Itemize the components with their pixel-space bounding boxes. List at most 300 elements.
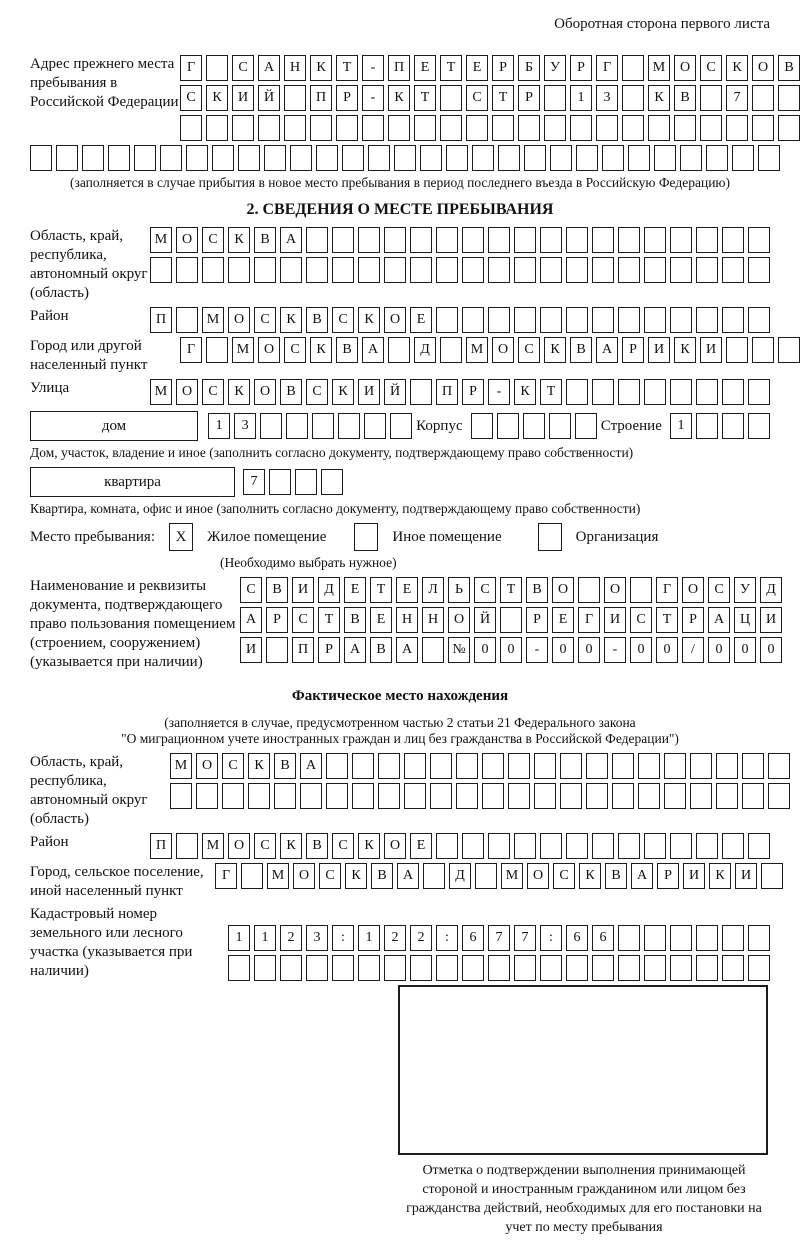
char-box: Е — [414, 55, 436, 81]
char-box: П — [150, 833, 172, 859]
document-row-2 — [240, 607, 782, 633]
char-box — [758, 145, 780, 171]
char-box — [284, 115, 306, 141]
section2-region-row-2 — [150, 257, 770, 283]
char-box — [748, 413, 770, 439]
char-box — [748, 925, 770, 951]
char-box: О — [176, 227, 198, 253]
char-box — [612, 783, 634, 809]
char-box — [295, 469, 317, 495]
char-box: В — [306, 307, 328, 333]
prev-address-note: (заполняется в случае прибытия в новое место пребывания в период последнего въезда в Российскую Федерацию) — [69, 175, 731, 190]
char-box — [618, 833, 640, 859]
char-box: Й — [384, 379, 406, 405]
char-box — [206, 337, 228, 363]
char-box: В — [266, 577, 288, 603]
char-box: 0 — [630, 637, 652, 663]
char-box — [570, 115, 592, 141]
char-box — [544, 85, 566, 111]
char-box: 0 — [760, 637, 782, 663]
char-box — [384, 955, 406, 981]
char-box — [674, 115, 696, 141]
char-box: К — [726, 55, 748, 81]
char-box: : — [436, 925, 458, 951]
actual-region-label: Область, край, республика, автономный округ (область) — [30, 754, 148, 827]
char-box — [722, 379, 744, 405]
char-box — [306, 227, 328, 253]
char-box — [566, 379, 588, 405]
char-box — [180, 115, 202, 141]
char-box — [592, 379, 614, 405]
section2-region-row-1 — [150, 227, 770, 253]
char-box: Н — [396, 607, 418, 633]
char-box — [534, 783, 556, 809]
char-box: С — [708, 577, 730, 603]
char-box: М — [150, 227, 172, 253]
char-box — [475, 863, 497, 889]
char-box: Н — [284, 55, 306, 81]
char-box — [722, 925, 744, 951]
char-box: 3 — [306, 925, 328, 951]
stamp-note: Отметка о подтверждении выполнения принимающей стороной и иностранным гражданином или лицом без гражданства действий, необходимых для его постановки на учет по месту пребывания — [406, 1163, 762, 1235]
char-box: Г — [596, 55, 618, 81]
char-box — [722, 227, 744, 253]
char-box — [488, 955, 510, 981]
char-box — [618, 227, 640, 253]
char-box — [462, 227, 484, 253]
char-box: 3 — [234, 413, 256, 439]
char-box — [654, 145, 676, 171]
char-box — [696, 227, 718, 253]
char-box — [500, 607, 522, 633]
char-box — [670, 307, 692, 333]
char-box: А — [362, 337, 384, 363]
char-box: О — [228, 307, 250, 333]
char-box — [176, 257, 198, 283]
char-box — [186, 145, 208, 171]
actual-city-label: Город, сельское поселение, иной населенный пункт — [30, 864, 204, 899]
stamp-area — [398, 985, 770, 1237]
char-box — [312, 413, 334, 439]
house-note: Дом, участок, владение и иное (заполнить согласно документу, подтверждающему право собственности) — [30, 445, 634, 460]
char-box: У — [544, 55, 566, 81]
char-box: 0 — [656, 637, 678, 663]
char-box — [768, 783, 790, 809]
section2-region-label: Область, край, республика, автономный округ (область) — [30, 228, 148, 301]
char-box — [332, 227, 354, 253]
char-box: О — [384, 833, 406, 859]
char-box: М — [501, 863, 523, 889]
char-box — [566, 833, 588, 859]
stay-option-other-label: Иное помещение — [392, 528, 502, 545]
char-box — [752, 337, 774, 363]
char-box: М — [232, 337, 254, 363]
char-box — [492, 115, 514, 141]
char-box: Д — [760, 577, 782, 603]
char-box — [241, 863, 263, 889]
char-box — [696, 379, 718, 405]
char-box: П — [310, 85, 332, 111]
char-box: В — [605, 863, 627, 889]
char-box — [752, 85, 774, 111]
char-box — [618, 955, 640, 981]
document-label: Наименование и реквизиты документа, подтверждающего право пользования помещением (строением, сооружением) (указывается при наличии) — [30, 578, 236, 670]
char-box — [264, 145, 286, 171]
char-box — [549, 413, 571, 439]
char-box — [618, 925, 640, 951]
cadastre-label: Кадастровый номер земельного или лесного участка (указывается при наличии) — [30, 906, 193, 979]
char-box: К — [674, 337, 696, 363]
char-box: Е — [370, 607, 392, 633]
char-box — [742, 783, 764, 809]
char-box: 6 — [566, 925, 588, 951]
char-box — [352, 753, 374, 779]
char-box — [716, 753, 738, 779]
section2-district-row — [30, 307, 770, 333]
char-box — [206, 55, 228, 81]
char-box — [254, 955, 276, 981]
char-box: - — [604, 637, 626, 663]
char-box: 1 — [358, 925, 380, 951]
char-box — [358, 257, 380, 283]
char-box — [618, 307, 640, 333]
section2-city-cells — [180, 337, 800, 363]
char-box — [410, 227, 432, 253]
char-box: М — [648, 55, 670, 81]
char-box — [228, 257, 250, 283]
char-box: Т — [440, 55, 462, 81]
char-box: В — [306, 833, 328, 859]
char-box — [436, 307, 458, 333]
char-box: Е — [410, 833, 432, 859]
char-box: Р — [657, 863, 679, 889]
char-box: 1 — [228, 925, 250, 951]
stroenie-label: Строение — [600, 418, 662, 434]
stay-checkbox-other[interactable] — [354, 523, 378, 551]
char-box — [523, 413, 545, 439]
char-box: 0 — [734, 637, 756, 663]
char-box — [586, 783, 608, 809]
char-box: В — [370, 637, 392, 663]
char-box — [514, 307, 536, 333]
cadastre-block — [30, 905, 770, 981]
char-box: А — [396, 637, 418, 663]
char-box: Р — [622, 337, 644, 363]
char-box — [364, 413, 386, 439]
char-box: Д — [414, 337, 436, 363]
char-box: М — [267, 863, 289, 889]
actual-location-note-line1: (заполняется в случае, предусмотренном частью 2 статьи 21 Федерального закона — [164, 715, 636, 730]
char-box — [622, 85, 644, 111]
char-box: О — [604, 577, 626, 603]
char-box: Р — [462, 379, 484, 405]
char-box: 0 — [708, 637, 730, 663]
char-box: И — [232, 85, 254, 111]
char-box — [592, 833, 614, 859]
char-box: И — [240, 637, 262, 663]
char-box: К — [332, 379, 354, 405]
char-box — [430, 783, 452, 809]
char-box: Т — [414, 85, 436, 111]
char-box: 1 — [570, 85, 592, 111]
char-box: П — [388, 55, 410, 81]
char-box — [748, 379, 770, 405]
char-box — [471, 413, 493, 439]
char-box — [176, 833, 198, 859]
char-box — [410, 379, 432, 405]
char-box: 6 — [462, 925, 484, 951]
char-box — [566, 307, 588, 333]
char-box — [622, 115, 644, 141]
char-box — [498, 145, 520, 171]
char-box: Б — [518, 55, 540, 81]
char-box: М — [202, 307, 224, 333]
char-box: С — [319, 863, 341, 889]
char-box: В — [674, 85, 696, 111]
char-box: Т — [370, 577, 392, 603]
char-box — [596, 115, 618, 141]
char-box — [284, 85, 306, 111]
char-box: В — [526, 577, 548, 603]
char-box — [778, 115, 800, 141]
char-box — [618, 257, 640, 283]
char-box: 7 — [488, 925, 510, 951]
char-box: К — [280, 833, 302, 859]
char-box: К — [648, 85, 670, 111]
prev-address-row-1 — [180, 55, 800, 81]
char-box: 7 — [243, 469, 265, 495]
char-box: 0 — [552, 637, 574, 663]
prev-address-row-3 — [180, 115, 800, 141]
char-box — [586, 753, 608, 779]
actual-region-row-1 — [170, 753, 790, 779]
char-box: В — [570, 337, 592, 363]
char-box: И — [648, 337, 670, 363]
prev-address-rows — [180, 55, 800, 141]
char-box — [150, 257, 172, 283]
stay-checkbox-organization[interactable] — [538, 523, 562, 551]
char-box — [488, 833, 510, 859]
char-box — [488, 307, 510, 333]
char-box: С — [254, 307, 276, 333]
char-box — [670, 925, 692, 951]
char-box: 0 — [578, 637, 600, 663]
char-box — [690, 783, 712, 809]
house-widebox: дом — [30, 411, 198, 441]
char-box — [628, 145, 650, 171]
char-box — [108, 145, 130, 171]
char-box: - — [362, 85, 384, 111]
prev-address-block — [30, 55, 794, 141]
char-box: С — [700, 55, 722, 81]
char-box — [462, 955, 484, 981]
char-box: Р — [318, 637, 340, 663]
section2-district-label: Район — [30, 308, 69, 324]
document-row-1 — [240, 577, 782, 603]
char-box — [630, 577, 652, 603]
char-box: О — [293, 863, 315, 889]
char-box — [362, 115, 384, 141]
char-box — [518, 115, 540, 141]
char-box: К — [579, 863, 601, 889]
char-box: О — [196, 753, 218, 779]
char-box: С — [202, 379, 224, 405]
char-box — [592, 955, 614, 981]
char-box — [446, 145, 468, 171]
char-box: Ц — [734, 607, 756, 633]
char-box — [690, 753, 712, 779]
char-box — [456, 783, 478, 809]
char-box — [280, 955, 302, 981]
char-box: А — [300, 753, 322, 779]
char-box — [196, 783, 218, 809]
char-box — [566, 257, 588, 283]
char-box — [664, 783, 686, 809]
char-box — [540, 955, 562, 981]
char-box — [622, 55, 644, 81]
stroenie-cells — [670, 413, 770, 439]
char-box — [680, 145, 702, 171]
char-box: К — [310, 55, 332, 81]
char-box: К — [280, 307, 302, 333]
char-box: А — [280, 227, 302, 253]
actual-region-row-2 — [170, 783, 790, 809]
char-box — [326, 753, 348, 779]
char-box: В — [778, 55, 800, 81]
char-box — [352, 783, 374, 809]
char-box — [778, 337, 800, 363]
char-box — [212, 145, 234, 171]
section2-district-cells — [150, 307, 770, 333]
char-box — [768, 753, 790, 779]
cadastre-row-2 — [228, 955, 770, 981]
char-box: Т — [336, 55, 358, 81]
actual-region-block — [30, 753, 770, 829]
char-box: К — [544, 337, 566, 363]
actual-location-note-line2: "О миграционном учете иностранных граждан и лиц без гражданства в Российской Федерации") — [121, 731, 679, 746]
char-box: В — [274, 753, 296, 779]
char-box — [644, 955, 666, 981]
char-box: С — [630, 607, 652, 633]
char-box — [644, 227, 666, 253]
char-box: К — [345, 863, 367, 889]
char-box: Г — [215, 863, 237, 889]
char-box — [508, 783, 530, 809]
char-box — [482, 753, 504, 779]
char-box — [321, 469, 343, 495]
section2-city-label: Город или другой населенный пункт — [30, 338, 148, 373]
char-box — [316, 145, 338, 171]
char-box — [700, 85, 722, 111]
actual-district-label: Район — [30, 834, 69, 850]
char-box — [748, 955, 770, 981]
apartment-widebox: квартира — [30, 467, 235, 497]
char-box: 1 — [254, 925, 276, 951]
char-box — [388, 115, 410, 141]
char-box — [394, 145, 416, 171]
char-box — [540, 307, 562, 333]
char-box — [696, 413, 718, 439]
char-box: С — [284, 337, 306, 363]
char-box — [488, 257, 510, 283]
char-box — [410, 257, 432, 283]
char-box: С — [292, 607, 314, 633]
char-box — [462, 257, 484, 283]
char-box — [436, 833, 458, 859]
char-box — [670, 955, 692, 981]
char-box: Р — [492, 55, 514, 81]
prev-address-label: Адрес прежнего места пребывания в Российской Федерации — [30, 56, 179, 110]
char-box: Е — [552, 607, 574, 633]
char-box — [342, 145, 364, 171]
char-box: К — [206, 85, 228, 111]
char-box: 0 — [474, 637, 496, 663]
char-box: К — [709, 863, 731, 889]
char-box — [648, 115, 670, 141]
char-box — [726, 115, 748, 141]
char-box: В — [254, 227, 276, 253]
char-box: К — [248, 753, 270, 779]
char-box — [540, 257, 562, 283]
char-box — [368, 145, 390, 171]
char-box: Й — [474, 607, 496, 633]
char-box: Л — [422, 577, 444, 603]
char-box — [576, 145, 598, 171]
char-box — [592, 227, 614, 253]
char-box — [254, 257, 276, 283]
char-box: В — [371, 863, 393, 889]
char-box — [258, 115, 280, 141]
char-box — [612, 753, 634, 779]
char-box: О — [258, 337, 280, 363]
char-box: К — [228, 227, 250, 253]
char-box — [358, 955, 380, 981]
char-box — [497, 413, 519, 439]
char-box — [722, 833, 744, 859]
char-box: И — [760, 607, 782, 633]
char-box: К — [358, 307, 380, 333]
actual-city-cells — [215, 863, 783, 889]
char-box — [462, 833, 484, 859]
char-box: : — [332, 925, 354, 951]
char-box — [722, 257, 744, 283]
prev-address-row-2 — [180, 85, 800, 111]
stay-checkbox-residential[interactable]: X — [169, 523, 193, 551]
char-box — [300, 783, 322, 809]
char-box: П — [292, 637, 314, 663]
char-box — [326, 783, 348, 809]
char-box — [748, 257, 770, 283]
char-box — [176, 307, 198, 333]
char-box — [436, 257, 458, 283]
char-box: 0 — [500, 637, 522, 663]
char-box: С — [222, 753, 244, 779]
char-box: А — [240, 607, 262, 633]
korpus-label: Корпус — [416, 418, 463, 434]
char-box — [436, 955, 458, 981]
section2-region-block — [30, 227, 770, 303]
char-box — [160, 145, 182, 171]
char-box — [472, 145, 494, 171]
char-box: 3 — [596, 85, 618, 111]
char-box — [722, 955, 744, 981]
char-box — [332, 955, 354, 981]
stamp-box — [398, 985, 768, 1155]
char-box: И — [604, 607, 626, 633]
char-box — [414, 115, 436, 141]
char-box — [618, 379, 640, 405]
char-box — [544, 115, 566, 141]
